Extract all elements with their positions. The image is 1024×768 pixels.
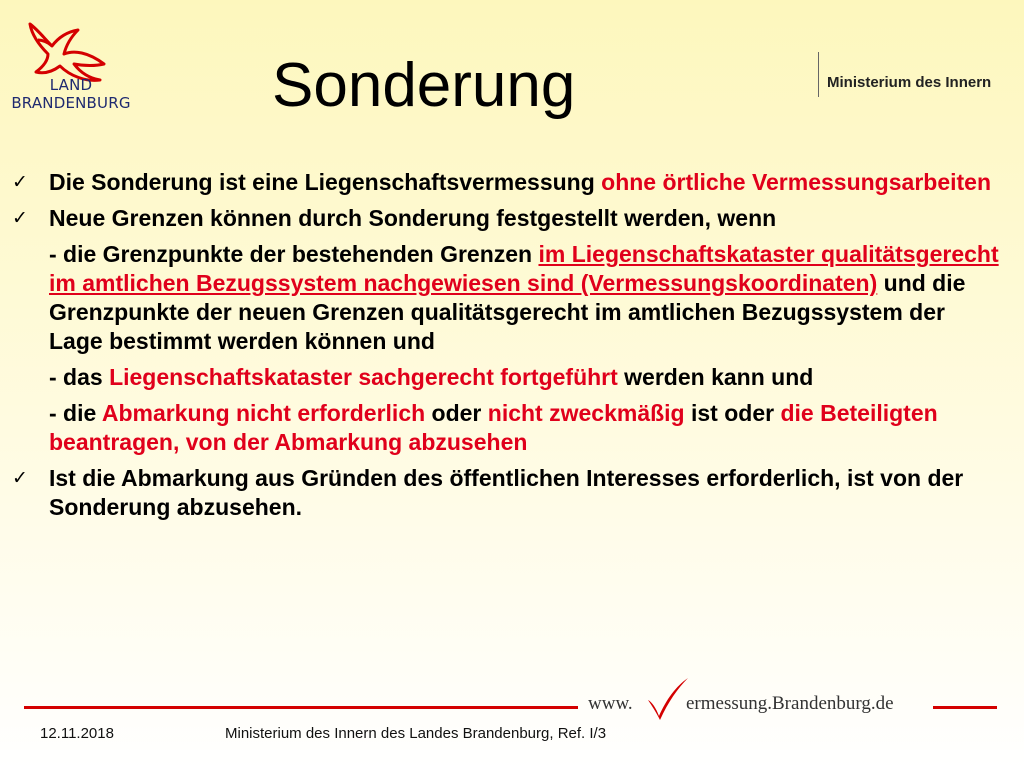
land-brandenburg-logo <box>8 16 134 116</box>
ministry-label: Ministerium des Innern <box>827 74 992 91</box>
sub-item-1 <box>10 240 1005 356</box>
bullet-1 <box>10 168 1005 197</box>
bullet-2 <box>10 204 1005 233</box>
vermessung-check-logo-icon <box>642 676 690 722</box>
sub-item-3-text: - die <box>49 400 102 426</box>
sub-item-3 <box>10 399 1005 457</box>
footer-divider-right <box>933 706 997 709</box>
bullet-3-text: Ist die Abmarkung aus Gründen des öffentlichen Interesses erforderlich, ist von der Sonderung abzusehen. <box>49 465 964 520</box>
slide-content <box>10 168 1005 529</box>
logo-text-brandenburg: BRANDENBURG <box>11 94 131 112</box>
footer-divider-left <box>24 706 578 709</box>
bullet-1-text: Die Sonderung ist eine Liegenschaftsvermessung <box>49 169 602 195</box>
checkmark-icon: ✓ <box>12 207 28 229</box>
footer-department: Ministerium des Innern des Landes Brandenburg, Ref. I/3 <box>225 725 607 742</box>
sub-item-2-text-end: werden kann und <box>617 364 814 390</box>
footer-date: 12.11.2018 <box>40 725 114 742</box>
website-prefix: www. <box>588 693 633 714</box>
bullet-1-highlight: ohne örtliche Vermessungsarbeiten <box>601 169 991 195</box>
sub-item-2-highlight: Liegenschaftskataster sachgerecht fortgeführt <box>109 364 618 390</box>
slide-title: Sonderung <box>272 51 576 120</box>
ministry-divider <box>818 52 819 97</box>
checkmark-icon: ✓ <box>12 467 28 489</box>
sub-item-3-text-3: ist oder <box>684 400 781 426</box>
sub-item-1-highlight: im Liegenschaftskataster qualitätsgerecht im amtlichen Bezugssystem nachgewiesen sind (Vermessungskoordinaten) <box>49 241 999 296</box>
sub-item-3-highlight-3: die Beteiligten beantragen, von der Abmarkung abzusehen <box>49 400 938 455</box>
checkmark-icon: ✓ <box>12 171 28 193</box>
website-domain: ermessung.Brandenburg.de <box>686 693 894 714</box>
logo-text-land: LAND <box>49 76 93 94</box>
sub-item-3-highlight-1: Abmarkung nicht erforderlich <box>101 400 426 426</box>
sub-item-3-text-2: oder <box>425 400 488 426</box>
sub-item-2-text: - das <box>49 364 110 390</box>
sub-item-3-highlight-2: nicht zweckmäßig <box>487 400 685 426</box>
sub-item-1-text-end: und die Grenzpunkte der neuen Grenzen qualitätsgerecht im amtlichen Bezugssystem der Lage bestimmt werden können und <box>49 270 966 354</box>
bullet-2-text: Neue Grenzen können durch Sonderung festgestellt werden, wenn <box>49 205 777 231</box>
sub-item-1-text: - die Grenzpunkte der bestehenden Grenzen <box>49 241 539 267</box>
bullet-3 <box>10 464 1005 522</box>
sub-item-2 <box>10 363 1005 392</box>
